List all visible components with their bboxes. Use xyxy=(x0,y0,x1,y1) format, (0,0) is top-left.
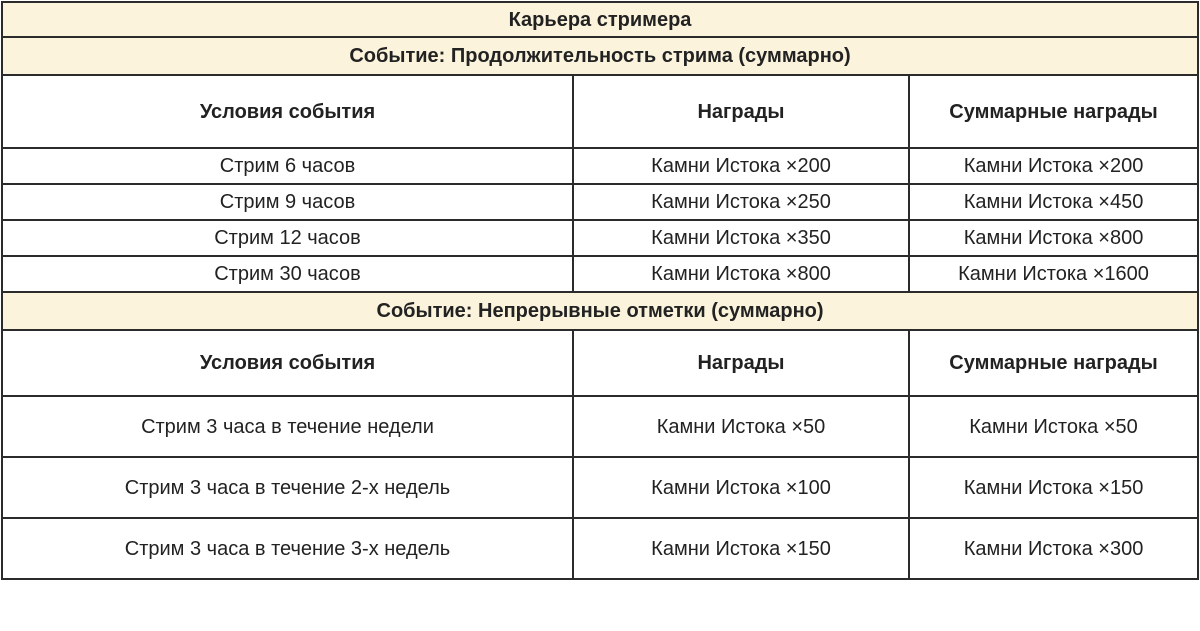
table-row xyxy=(2,256,1198,292)
column-header-rewards: Награды xyxy=(573,75,909,148)
table-row xyxy=(2,457,1198,518)
total-reward-cell: Камни Истока ×50 xyxy=(909,396,1198,457)
reward-cell: Камни Истока ×200 xyxy=(573,148,909,184)
column-header-conditions: Условия события xyxy=(2,75,573,148)
reward-cell: Камни Истока ×350 xyxy=(573,220,909,256)
total-reward-cell: Камни Истока ×300 xyxy=(909,518,1198,579)
condition-cell: Стрим 30 часов xyxy=(2,256,573,292)
table-title-row xyxy=(2,2,1198,37)
condition-cell: Стрим 3 часа в течение 3-х недель xyxy=(2,518,573,579)
column-header-conditions: Условия события xyxy=(2,330,573,396)
section-header-row xyxy=(2,292,1198,330)
table-title: Карьера стримера xyxy=(2,2,1198,37)
reward-cell: Камни Истока ×800 xyxy=(573,256,909,292)
rewards-table xyxy=(1,1,1199,580)
total-reward-cell: Камни Истока ×450 xyxy=(909,184,1198,220)
section-title: Событие: Непрерывные отметки (суммарно) xyxy=(2,292,1198,330)
section-title: Событие: Продолжительность стрима (суммарно) xyxy=(2,37,1198,75)
total-reward-cell: Камни Истока ×800 xyxy=(909,220,1198,256)
condition-cell: Стрим 3 часа в течение недели xyxy=(2,396,573,457)
reward-cell: Камни Истока ×100 xyxy=(573,457,909,518)
total-reward-cell: Камни Истока ×150 xyxy=(909,457,1198,518)
table-row xyxy=(2,220,1198,256)
column-header-row xyxy=(2,75,1198,148)
column-header-row xyxy=(2,330,1198,396)
total-reward-cell: Камни Истока ×1600 xyxy=(909,256,1198,292)
column-header-total-rewards: Суммарные награды xyxy=(909,330,1198,396)
section-header-row xyxy=(2,37,1198,75)
column-header-rewards: Награды xyxy=(573,330,909,396)
condition-cell: Стрим 12 часов xyxy=(2,220,573,256)
reward-cell: Камни Истока ×150 xyxy=(573,518,909,579)
reward-cell: Камни Истока ×50 xyxy=(573,396,909,457)
table-row xyxy=(2,184,1198,220)
condition-cell: Стрим 6 часов xyxy=(2,148,573,184)
table-row xyxy=(2,396,1198,457)
total-reward-cell: Камни Истока ×200 xyxy=(909,148,1198,184)
reward-cell: Камни Истока ×250 xyxy=(573,184,909,220)
condition-cell: Стрим 3 часа в течение 2-х недель xyxy=(2,457,573,518)
table-row xyxy=(2,518,1198,579)
column-header-total-rewards: Суммарные награды xyxy=(909,75,1198,148)
condition-cell: Стрим 9 часов xyxy=(2,184,573,220)
table-row xyxy=(2,148,1198,184)
